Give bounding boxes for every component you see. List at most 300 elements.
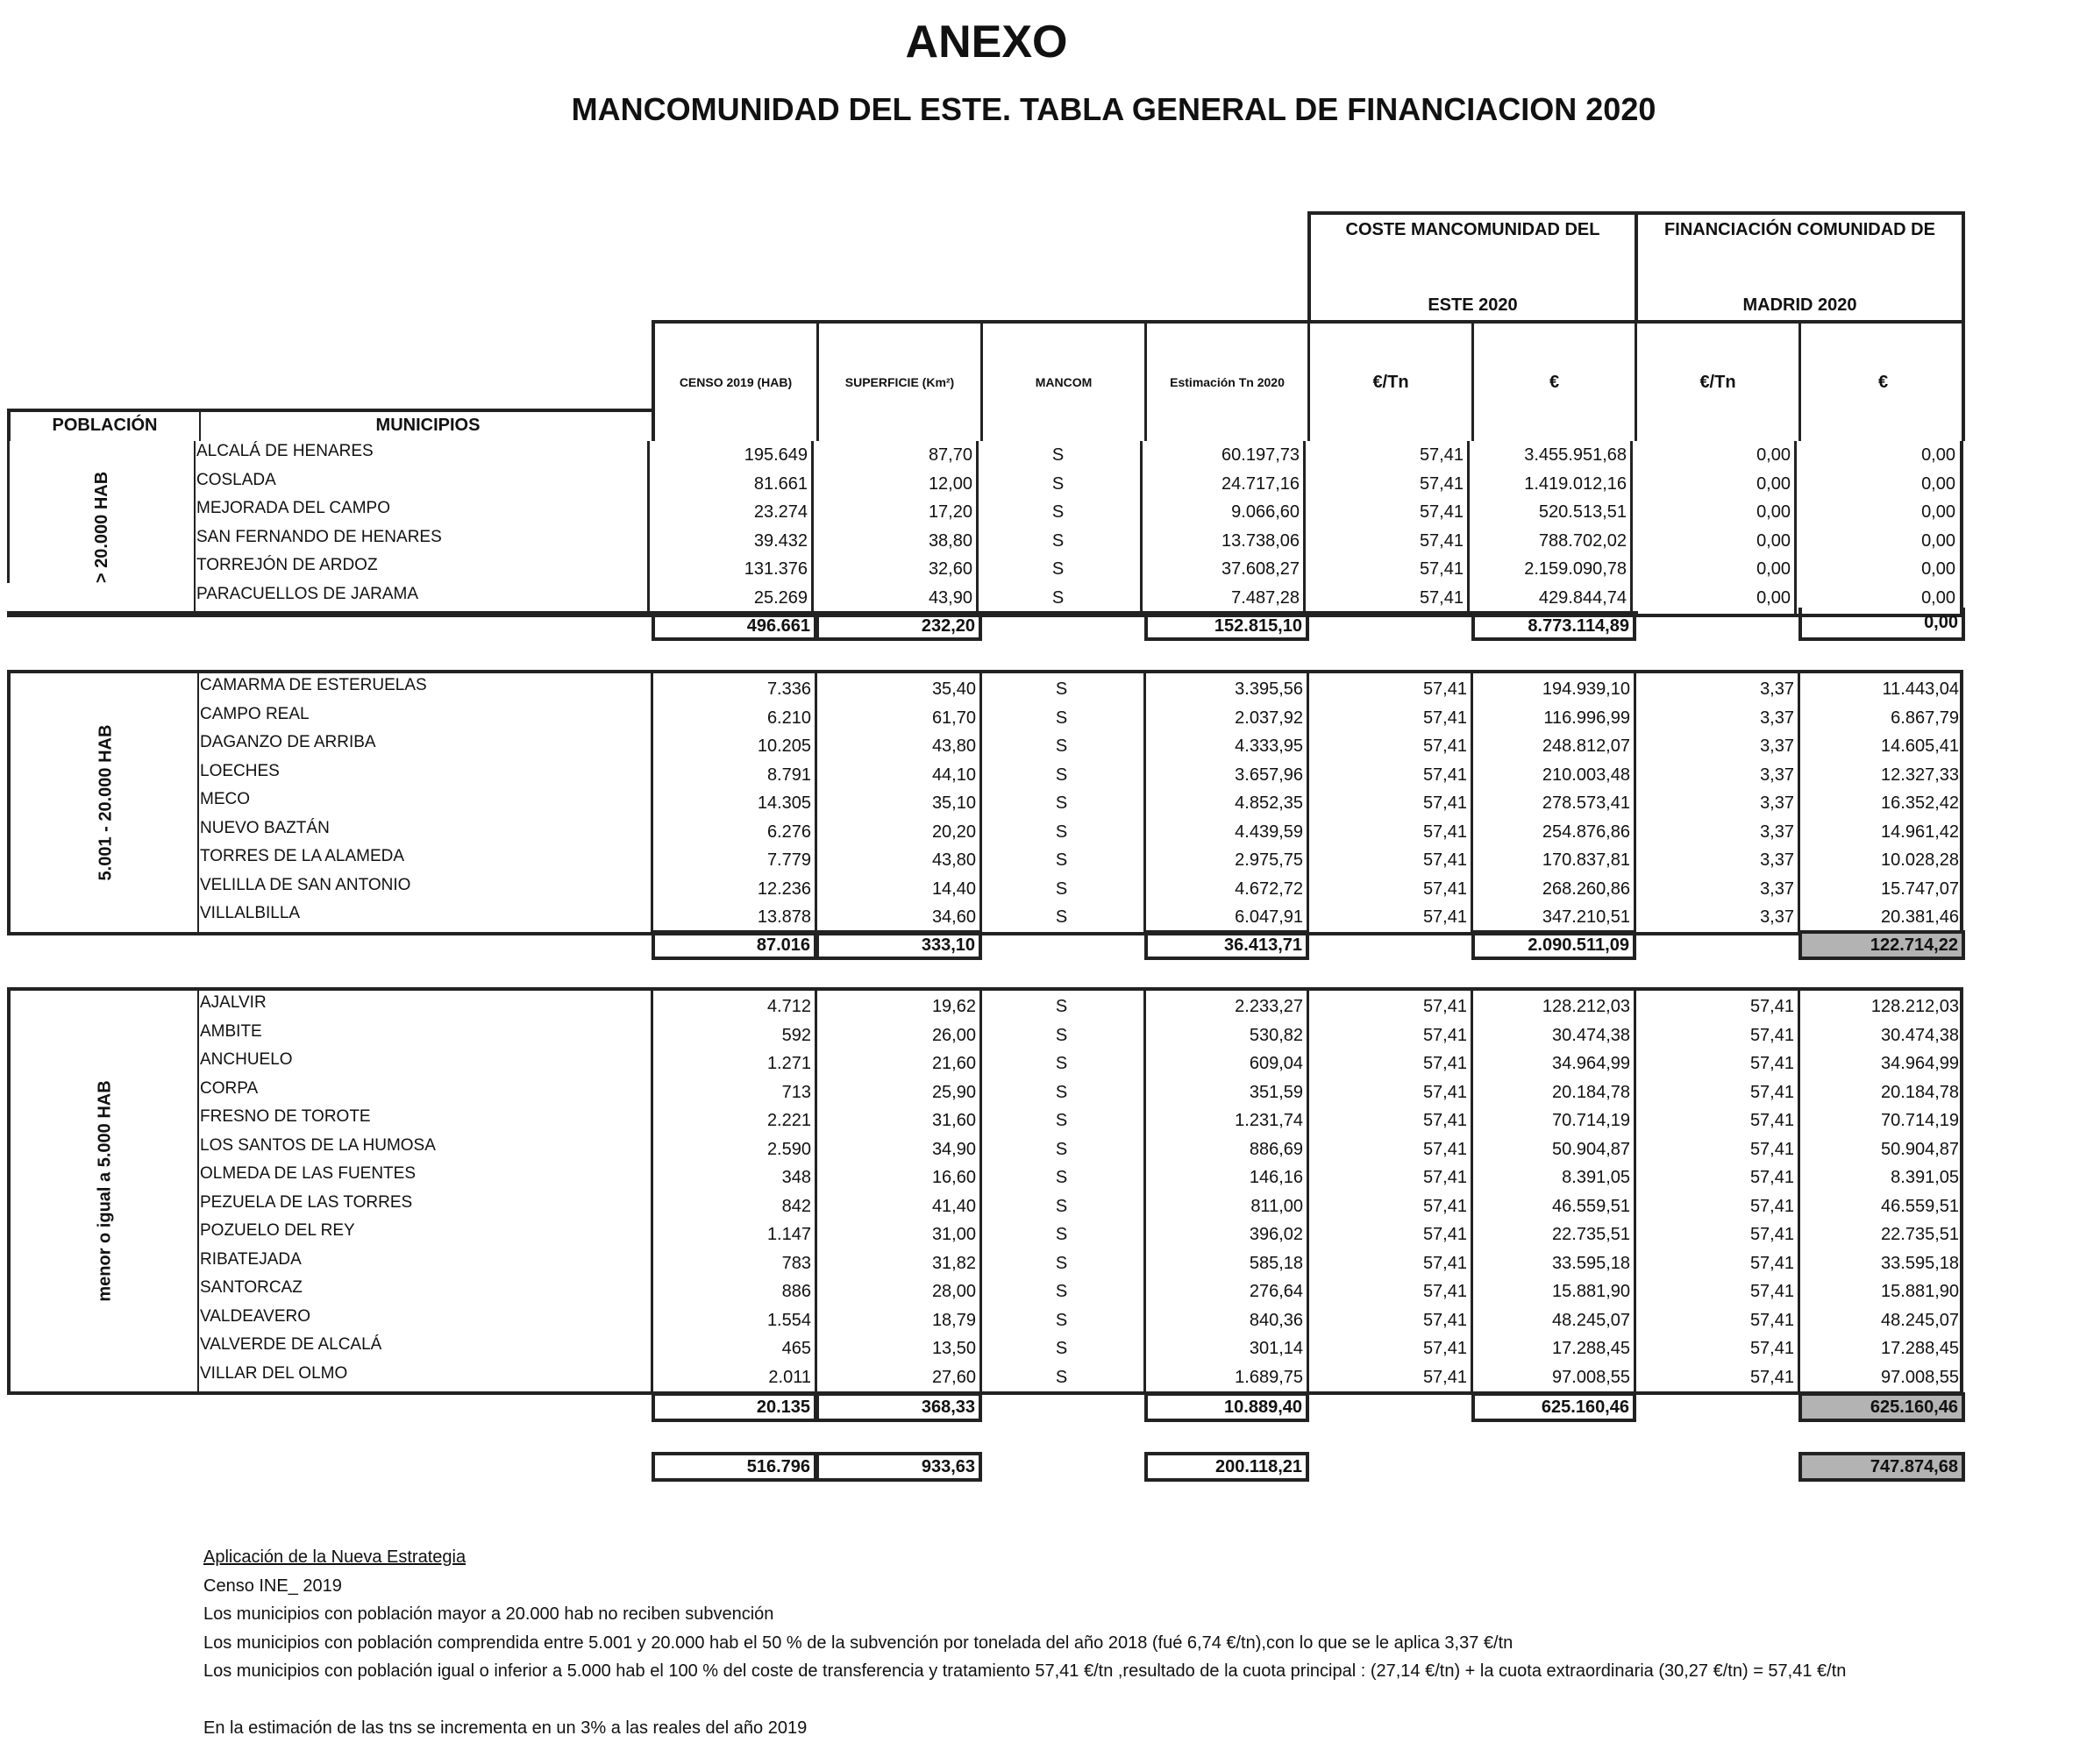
finan-eur-tn-cell: 3,37 [1760,878,1794,899]
censo-cell: 2.590 [766,1139,811,1159]
municipio-cell: VALDEAVERO [200,1306,311,1326]
municipio-cell: CORPA [200,1078,259,1098]
superficie-cell: 21,60 [931,1054,976,1073]
finan-eur-tn-cell: 57,41 [1749,1282,1794,1301]
coste-eur-cell: 254.876,86 [1542,822,1630,842]
finan-eur-cell: 12.327,33 [1881,765,1959,785]
subtotal-finan: 122.714,22 [1798,930,1965,960]
table-row [11,1163,1960,1192]
estimacion-cell: 840,36 [1249,1310,1303,1330]
superficie-cell: 35,10 [931,793,976,813]
finan-eur-tn-cell: 57,41 [1749,1139,1794,1159]
finan-eur-tn-cell: 0,00 [1756,587,1791,608]
municipio-cell: AMBITE [200,1021,262,1041]
coste-eur-tn-cell: 57,41 [1422,1054,1467,1073]
coste-eur-tn-cell: 57,41 [1422,1310,1467,1330]
coste-eur-tn-cell: 57,41 [1422,1225,1467,1244]
header-municipios: MUNICIPIOS [375,416,481,435]
coste-eur-cell: 48.245,07 [1552,1310,1630,1330]
coste-header-line2: ESTE 2020 [1428,295,1518,315]
finan-eur-cell: 30.474,38 [1881,1025,1959,1045]
censo-cell: 23.274 [753,502,808,522]
subtotal-estimacion: 10.889,40 [1144,1392,1309,1422]
municipio-cell: RIBATEJADA [200,1249,302,1269]
estimacion-cell: 351,59 [1249,1082,1303,1102]
grand-total-superficie: 933,63 [816,1452,982,1482]
estimacion-cell: 1.689,75 [1235,1367,1303,1387]
municipio-cell: DAGANZO DE ARRIBA [200,733,376,751]
superficie-cell: 43,80 [931,850,976,870]
table-row [11,1106,1960,1135]
finan-eur-tn-cell: 57,41 [1749,1025,1794,1045]
censo-cell: 7.779 [766,850,811,870]
coste-eur-cell: 20.184,78 [1552,1082,1630,1102]
superficie-cell: 18,79 [931,1310,976,1330]
censo-cell: 13.878 [757,907,811,927]
finan-eur-tn-cell: 57,41 [1749,997,1794,1016]
finan-group-header [1635,211,1965,324]
coste-eur-tn-cell: 57,41 [1422,679,1467,699]
superficie-cell: 61,70 [931,708,976,728]
header-mancom: MANCOM [983,324,1147,441]
superficie-cell: 32,60 [928,559,972,579]
superficie-cell: 43,80 [931,736,976,756]
municipio-cell: FRESNO DE TOROTE [200,1107,371,1126]
coste-eur-cell: 347.210,51 [1542,907,1630,927]
estimacion-cell: 7.487,28 [1231,587,1300,608]
municipio-cell: SANTORCAZ [200,1278,303,1297]
municipio-cell: SAN FERNANDO DE HENARES [196,527,442,546]
coste-eur-cell: 33.595,18 [1552,1253,1630,1273]
coste-eur-tn-cell: 57,41 [1419,473,1464,494]
subtotal-coste: 8.773.114,89 [1471,611,1636,641]
table-row [11,1049,1960,1078]
censo-cell: 592 [781,1025,811,1045]
superficie-cell: 34,90 [931,1139,976,1159]
header-superficie: SUPERFICIE (Km²) [819,324,983,441]
coste-eur-cell: 3.455.951,68 [1524,445,1627,465]
coste-header-line1: COSTE MANCOMUNIDAD DEL [1345,220,1600,239]
finan-eur-tn-cell: 3,37 [1760,708,1794,728]
coste-eur-tn-cell: 57,41 [1422,1139,1467,1159]
coste-eur-cell: 2.159.090,78 [1524,559,1627,579]
estimacion-cell: 811,00 [1250,1196,1303,1216]
coste-eur-tn-cell: 57,41 [1422,1282,1467,1301]
municipio-cell: COSLADA [196,470,276,489]
table-row [11,1192,1960,1221]
coste-eur-tn-cell: 57,41 [1419,530,1464,551]
estimacion-cell: 37.608,27 [1222,559,1300,579]
censo-cell: 1.554 [766,1310,811,1330]
estimacion-cell: 886,69 [1249,1139,1303,1159]
finan-eur-tn-cell: 57,41 [1749,1339,1794,1358]
document-title: ANEXO [905,17,1068,68]
header-censo: CENSO 2019 (HAB) [655,324,819,441]
estimacion-cell: 2.233,27 [1235,997,1303,1016]
finan-eur-tn-cell: 57,41 [1749,1168,1794,1187]
finan-eur-cell: 48.245,07 [1881,1310,1959,1330]
column-header-band [652,320,1965,441]
mancom-cell: S [1055,1225,1068,1244]
municipio-cell: LOS SANTOS DE LA HUMOSA [200,1135,436,1155]
censo-cell: 10.205 [757,736,811,756]
coste-eur-cell: 17.288,45 [1552,1339,1630,1358]
coste-eur-cell: 34.964,99 [1552,1054,1630,1073]
mancom-cell: S [1055,878,1068,899]
estimacion-cell: 3.657,96 [1235,765,1303,785]
superficie-cell: 28,00 [931,1282,976,1301]
mancom-cell: S [1051,445,1065,465]
municipio-cell: VALVERDE DE ALCALÁ [200,1335,382,1354]
censo-cell: 25.269 [753,587,808,608]
mancom-cell: S [1055,1339,1068,1358]
table-row [11,903,1960,932]
municipio-cell: MECO [200,790,250,808]
finan-eur-tn-cell: 3,37 [1760,907,1794,927]
coste-eur-tn-cell: 57,41 [1422,1253,1467,1273]
superficie-cell: 27,60 [931,1367,976,1387]
table-row [11,761,1960,790]
finan-eur-cell: 14.605,41 [1881,736,1959,756]
grand-total-censo: 516.796 [652,1452,817,1482]
row-header-band [7,409,655,441]
finan-eur-tn-cell: 57,41 [1749,1196,1794,1216]
header-coste-eur: € [1474,324,1637,441]
subtotal-censo: 87.016 [652,930,817,960]
table-row [11,1021,1960,1050]
estimacion-cell: 4.672,72 [1235,878,1303,899]
municipio-cell: CAMPO REAL [200,704,310,723]
mancom-cell: S [1051,502,1065,522]
superficie-cell: 34,60 [931,907,976,927]
group-left-border [7,441,10,583]
finan-eur-tn-cell: 3,37 [1760,736,1794,756]
subtotal-censo: 20.135 [652,1392,817,1422]
mancom-cell: S [1055,1054,1068,1073]
finan-eur-cell: 15.747,07 [1881,878,1959,899]
finan-eur-tn-cell: 0,00 [1756,473,1791,494]
group-label-text: menor o igual a 5.000 HAB [96,1080,116,1302]
coste-eur-tn-cell: 57,41 [1422,1111,1467,1130]
coste-eur-cell: 128.212,03 [1542,997,1630,1016]
censo-cell: 465 [781,1339,811,1358]
estimacion-cell: 1.231,74 [1235,1111,1303,1130]
finan-eur-cell: 128.212,03 [1870,997,1959,1016]
finan-eur-cell: 0,00 [1921,473,1955,494]
censo-cell: 6.210 [766,708,811,728]
censo-cell: 1.147 [766,1225,811,1244]
coste-eur-tn-cell: 57,41 [1422,850,1467,870]
notes-footer: En la estimación de las tns se incrementa en un 3% a las reales del año 2019 [203,1718,808,1738]
mancom-cell: S [1055,765,1068,785]
table-row [7,470,1960,499]
superficie-cell: 12,00 [928,473,972,494]
censo-cell: 886 [781,1282,811,1301]
coste-eur-tn-cell: 57,41 [1422,1168,1467,1187]
finan-header-line2: MADRID 2020 [1742,295,1857,315]
superficie-cell: 44,10 [931,765,976,785]
estimacion-cell: 24.717,16 [1222,473,1300,494]
censo-cell: 131.376 [744,559,808,579]
mancom-cell: S [1055,1168,1068,1187]
municipio-cell: PARACUELLOS DE JARAMA [196,584,419,603]
subtotal-superficie: 232,20 [816,611,982,641]
estimacion-cell: 9.066,60 [1231,502,1300,522]
superficie-cell: 16,60 [931,1168,976,1187]
finan-eur-tn-cell: 57,41 [1749,1111,1794,1130]
mancom-cell: S [1055,1367,1068,1387]
coste-eur-cell: 248.812,07 [1542,736,1630,756]
table-row [11,789,1960,818]
table-row [11,704,1960,733]
mancom-cell: S [1055,708,1068,728]
mancom-cell: S [1051,473,1065,494]
coste-eur-cell: 520.513,51 [1538,502,1627,522]
finan-eur-cell: 0,00 [1921,530,1955,551]
municipio-cell: NUEVO BAZTÁN [200,818,330,837]
table-row [11,875,1960,904]
finan-eur-tn-cell: 57,41 [1749,1367,1794,1387]
finan-eur-cell: 97.008,55 [1881,1367,1959,1387]
censo-cell: 81.661 [753,473,808,494]
coste-eur-tn-cell: 57,41 [1419,559,1464,579]
coste-eur-cell: 30.474,38 [1552,1025,1630,1045]
coste-eur-cell: 70.714,19 [1552,1111,1630,1130]
coste-eur-cell: 50.904,87 [1552,1139,1630,1159]
finan-eur-cell: 20.184,78 [1881,1082,1959,1102]
estimacion-cell: 301,14 [1249,1339,1303,1358]
censo-cell: 783 [781,1253,811,1273]
censo-cell: 6.276 [766,822,811,842]
finan-eur-cell: 50.904,87 [1881,1139,1959,1159]
header-finan-eur-tn: €/Tn [1637,324,1801,441]
municipio-cell: POZUELO DEL REY [200,1221,355,1240]
mancom-cell: S [1055,1025,1068,1045]
coste-eur-tn-cell: 57,41 [1419,445,1464,465]
table-row [7,527,1960,556]
coste-group-header [1307,211,1638,324]
subtotal-estimacion: 36.413,71 [1144,930,1309,960]
coste-eur-cell: 46.559,51 [1552,1196,1630,1216]
coste-eur-cell: 788.702,02 [1538,530,1627,551]
finan-eur-tn-cell: 57,41 [1749,1054,1794,1073]
superficie-cell: 31,00 [931,1225,976,1244]
finan-eur-tn-cell: 0,00 [1756,445,1791,465]
superficie-cell: 14,40 [931,878,976,899]
finan-eur-cell: 20.381,46 [1881,907,1959,927]
coste-eur-tn-cell: 57,41 [1422,765,1467,785]
finan-eur-tn-cell: 57,41 [1749,1310,1794,1330]
estimacion-cell: 609,04 [1249,1054,1303,1073]
coste-eur-cell: 170.837,81 [1542,850,1630,870]
superficie-cell: 19,62 [931,997,976,1016]
table-row [11,1249,1960,1278]
coste-eur-cell: 97.008,55 [1552,1367,1630,1387]
finan-eur-tn-cell: 0,00 [1756,502,1791,522]
subtotal-superficie: 333,10 [816,930,982,960]
mancom-cell: S [1055,907,1068,927]
estimacion-cell: 146,16 [1249,1168,1303,1187]
censo-cell: 39.432 [753,530,808,551]
estimacion-cell: 60.197,73 [1222,445,1300,465]
coste-eur-cell: 1.419.012,16 [1524,473,1627,494]
note-line: Los municipios con población comprendida entre 5.001 y 20.000 hab el 50 % de la subvención por tonelada del año 2018 (fué 6,74 €/tn),con lo que se le aplica 3,37 €/tn [203,1632,1514,1653]
coste-eur-cell: 8.391,05 [1562,1168,1630,1187]
coste-eur-cell: 194.939,10 [1542,679,1630,699]
coste-eur-tn-cell: 57,41 [1422,736,1467,756]
finan-eur-cell: 0,00 [1921,559,1955,579]
coste-eur-tn-cell: 57,41 [1422,1196,1467,1216]
coste-eur-tn-cell: 57,41 [1422,1025,1467,1045]
censo-cell: 713 [781,1082,811,1102]
table-row [11,1363,1960,1392]
table-row [7,584,1960,613]
finan-eur-cell: 46.559,51 [1881,1196,1959,1216]
table-row [7,441,1960,470]
group-label-text: 5.001 - 20.000 HAB [95,724,115,881]
municipio-cell: OLMEDA DE LAS FUENTES [200,1164,417,1183]
municipio-cell: VELILLA DE SAN ANTONIO [200,875,411,894]
mancom-cell: S [1055,1139,1068,1159]
group-label-text: > 20.000 HAB [91,471,111,584]
estimacion-cell: 2.975,75 [1235,850,1303,870]
municipio-cell: VILLAR DEL OLMO [200,1363,348,1383]
estimacion-cell: 3.395,56 [1235,679,1303,699]
finan-eur-cell: 15.881,90 [1881,1282,1959,1301]
superficie-cell: 87,70 [928,445,972,465]
finan-eur-tn-cell: 0,00 [1756,530,1791,551]
subtotal-coste: 625.160,46 [1471,1392,1636,1422]
finan-eur-tn-cell: 3,37 [1760,850,1794,870]
coste-eur-tn-cell: 57,41 [1422,878,1467,899]
subtotal-finan: 0,00 [1798,608,1965,641]
mancom-cell: S [1055,1253,1068,1273]
municipio-cell: AJALVIR [200,993,267,1012]
table-row [11,846,1960,875]
document-subtitle: MANCOMUNIDAD DEL ESTE. TABLA GENERAL DE FINANCIACION 2020 [571,91,1656,127]
coste-eur-tn-cell: 57,41 [1422,907,1467,927]
coste-eur-tn-cell: 57,41 [1422,997,1467,1016]
finan-eur-cell: 0,00 [1921,587,1955,608]
coste-eur-tn-cell: 57,41 [1422,1367,1467,1387]
table-row [11,818,1960,847]
finan-eur-cell: 0,00 [1921,445,1955,465]
superficie-cell: 38,80 [928,530,972,551]
mancom-cell: S [1055,736,1068,756]
coste-eur-tn-cell: 57,41 [1422,708,1467,728]
mancom-cell: S [1051,587,1065,608]
coste-eur-cell: 278.573,41 [1542,793,1630,813]
censo-cell: 7.336 [766,679,811,699]
coste-eur-tn-cell: 57,41 [1422,1082,1467,1102]
censo-cell: 2.221 [766,1111,811,1130]
superficie-cell: 26,00 [931,1025,976,1045]
grand-total-finan: 747.874,68 [1798,1452,1965,1482]
finan-eur-cell: 11.443,04 [1882,679,1959,699]
municipio-cell: LOECHES [200,761,280,780]
mancom-cell: S [1055,822,1068,842]
coste-eur-cell: 429.844,74 [1538,587,1627,608]
mancom-cell: S [1051,530,1065,551]
finan-eur-cell: 0,00 [1921,502,1955,522]
estimacion-cell: 6.047,91 [1235,907,1303,927]
header-estimacion: Estimación Tn 2020 [1147,324,1310,441]
table-row [11,1334,1960,1363]
superficie-cell: 20,20 [931,822,976,842]
finan-eur-cell: 33.595,18 [1881,1253,1959,1273]
coste-eur-cell: 15.881,90 [1552,1282,1630,1301]
grand-total-estimacion: 200.118,21 [1144,1452,1309,1482]
municipio-cell: TORRES DE LA ALAMEDA [200,847,405,865]
coste-eur-cell: 22.735,51 [1552,1225,1630,1244]
censo-cell: 195.649 [744,445,808,465]
municipio-cell: TORREJÓN DE ARDOZ [196,556,378,574]
coste-eur-tn-cell: 57,41 [1422,793,1467,813]
censo-cell: 2.011 [768,1367,811,1387]
superficie-cell: 43,90 [928,587,972,608]
superficie-cell: 25,90 [931,1082,976,1102]
municipio-cell: ANCHUELO [200,1050,293,1069]
finan-eur-tn-cell: 3,37 [1760,793,1794,813]
subtotal-estimacion: 152.815,10 [1144,611,1309,641]
mancom-cell: S [1055,1310,1068,1330]
finan-eur-cell: 70.714,19 [1881,1111,1959,1130]
censo-cell: 1.271 [766,1054,811,1073]
table-row [11,1135,1960,1164]
table-row [7,498,1960,527]
estimacion-cell: 13.738,06 [1222,530,1300,551]
municipio-cell: MEJORADA DEL CAMPO [196,499,391,517]
table-row [11,1078,1960,1107]
finan-eur-tn-cell: 3,37 [1760,765,1794,785]
mancom-cell: S [1055,850,1068,870]
estimacion-cell: 396,02 [1249,1225,1303,1244]
estimacion-cell: 2.037,92 [1235,708,1303,728]
coste-eur-tn-cell: 57,41 [1419,587,1464,608]
superficie-cell: 31,82 [931,1253,976,1273]
coste-eur-tn-cell: 57,41 [1422,822,1467,842]
censo-cell: 842 [781,1196,811,1216]
censo-cell: 14.305 [757,793,811,813]
estimacion-cell: 585,18 [1249,1253,1303,1273]
finan-eur-tn-cell: 3,37 [1760,822,1794,842]
estimacion-cell: 4.852,35 [1235,793,1303,813]
table-row [11,1306,1960,1335]
coste-eur-cell: 268.260,86 [1542,878,1630,899]
table-row [11,1277,1960,1306]
coste-eur-cell: 210.003,48 [1542,765,1630,785]
finan-eur-tn-cell: 3,37 [1760,679,1794,699]
superficie-cell: 17,20 [928,502,972,522]
note-line: Los municipios con población mayor a 20.000 hab no reciben subvención [203,1604,774,1624]
censo-cell: 8.791 [766,765,811,785]
superficie-cell: 31,60 [931,1111,976,1130]
municipio-cell: CAMARMA DE ESTERUELAS [200,676,427,694]
table-row [11,675,1960,704]
finan-header-line1: FINANCIACIÓN COMUNIDAD DE [1664,220,1935,239]
mancom-cell: S [1055,997,1068,1016]
censo-cell: 348 [781,1168,811,1187]
note-line: Los municipios con población igual o inferior a 5.000 hab el 100 % del coste de transferencia y tratamiento 57,41 €/tn ,resultado de la cuota principal : (27,14 €/tn) + la cuota extraordinaria (30,27 €/tn) = 57,41 €/tn [203,1661,1847,1681]
estimacion-cell: 530,82 [1249,1025,1303,1045]
finan-eur-tn-cell: 57,41 [1749,1225,1794,1244]
finan-eur-cell: 22.735,51 [1881,1225,1959,1244]
header-poblacion: POBLACIÓN [52,416,158,435]
header-coste-eur-tn: €/Tn [1310,324,1474,441]
municipio-cell: ALCALÁ DE HENARES [196,442,374,460]
mancom-cell: S [1055,1082,1068,1102]
subtotal-coste: 2.090.511,09 [1471,930,1636,960]
